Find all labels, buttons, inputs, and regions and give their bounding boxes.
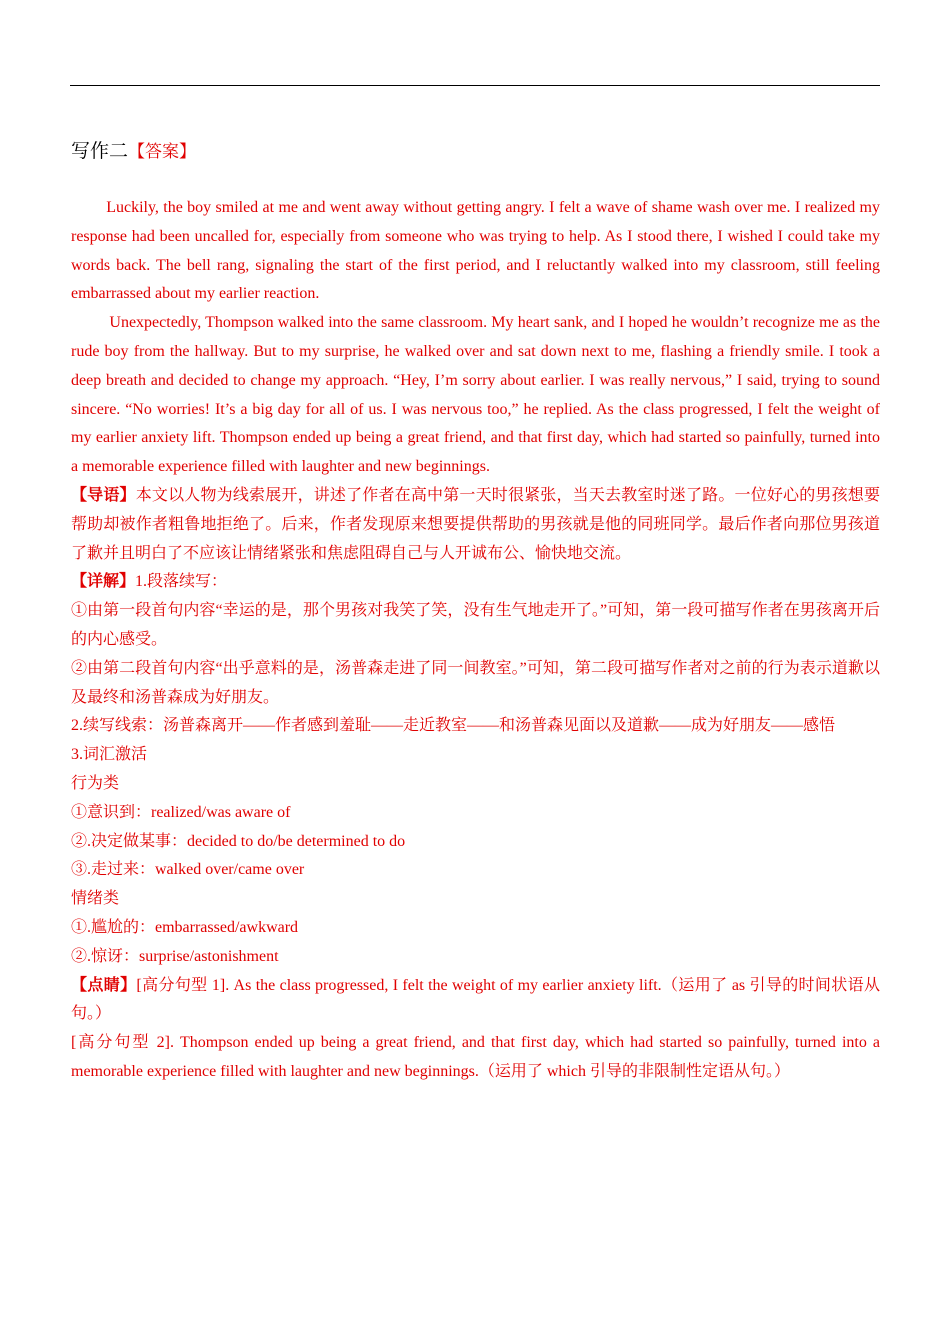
category-emotion: 情绪类 [71,890,120,908]
action-item-1: ①意识到：realized/was aware of [71,803,291,821]
highlight-sentence-2: [高分句型 2]. Thompson ended up being a great friend, and that first day, which had started so painfully, turned into a memorable experience filled with laughter and new beginnings.（运用了 which 引导的非限制性定语从句。） [71,1034,880,1080]
emotion-item-2: ②.惊讶：surprise/astonishment [71,947,279,965]
category-action: 行为类 [71,774,120,792]
emotion-item-1: ①.尴尬的：embarrassed/awkward [71,918,299,936]
guide-label: 【导语】 [71,486,136,504]
highlight-sentence-1 [71,972,880,1030]
detail-item1-title: 1.段落续写： [135,573,228,591]
guide-paragraph [71,482,880,568]
answer-tag: 【答案】 [128,142,197,161]
detail-item1-b: ②由第二段首句内容“出乎意料的是，汤普森走进了同一间教室。”可知，第二段可描写作者对之前的行为表示道歉以及最终和汤普森成为好朋友。 [71,659,880,706]
detail-item3-title: 3.词汇激活 [71,746,148,764]
highlight-label: 【点睛】 [71,976,137,994]
detail-label: 【详解】 [71,573,136,591]
guide-text: 本文以人物为线索展开，讲述了作者在高中第一天时很紧张，当天去教室时迷了路。一位好心的男孩想要帮助却被作者粗鲁地拒绝了。后来，作者发现原来想要提供帮助的男孩就是他的同班同学。最后作者向那位男孩道了歉并且明白了不应该让情绪紧张和焦虑阻碍自己与人开诚布公、愉快地交流。 [71,486,880,562]
essay-paragraph-2: Unexpectedly, Thompson walked into the same classroom. My heart sank, and I hoped he wouldn’t recognize me as the rude boy from the hallway. But to my surprise, he walked over and sat down next to me, flashing a friendly smile. I took a deep breath and decided to change my approach. “Hey, I’m sorry about earlier. I was really nervous,” I said, trying to sound sincere. “No worries! It’s a big day for all of us. I was nervous too,” he replied. As the class progressed, I felt the weight of my earlier anxiety lift. Thompson ended up being a great friend, and that first day, which had started so painfully, turned into a memorable experience filled with laughter and new beginnings. [71,314,880,476]
detail-item2: 2.续写线索：汤普森离开——作者感到羞耻——走近教室——和汤普森见面以及道歉——成为好朋友——感悟 [71,717,836,735]
detail-item1-a: ①由第一段首句内容“幸运的是，那个男孩对我笑了笑，没有生气地走开了。”可知，第一段可描写作者在男孩离开后的内心感受。 [71,602,880,648]
detail-heading [71,568,880,597]
section-title: 写作二 [71,141,129,162]
highlight-s1-text: [高分句型 1]. As the class progressed, I felt the weight of my earlier anxiety lift.（运用了 as 引导的时间状语从句。） [71,976,880,1023]
document-content [71,138,880,1087]
header-rule [70,85,880,86]
essay-paragraph-1: Luckily, the boy smiled at me and went away without getting angry. I felt a wave of shame wash over me. I realized my response had been uncalled for, especially from someone who was trying to help. As I stood there, I wished I could take my words back. The bell rang, signaling the start of the first period, and I reluctantly walked into my classroom, still feeling embarrassed about my earlier reaction. [71,199,880,303]
action-item-3: ③.走过来：walked over/came over [71,861,305,879]
section-heading [71,138,880,166]
action-item-2: ②.决定做某事：decided to do/be determined to do [71,832,406,850]
